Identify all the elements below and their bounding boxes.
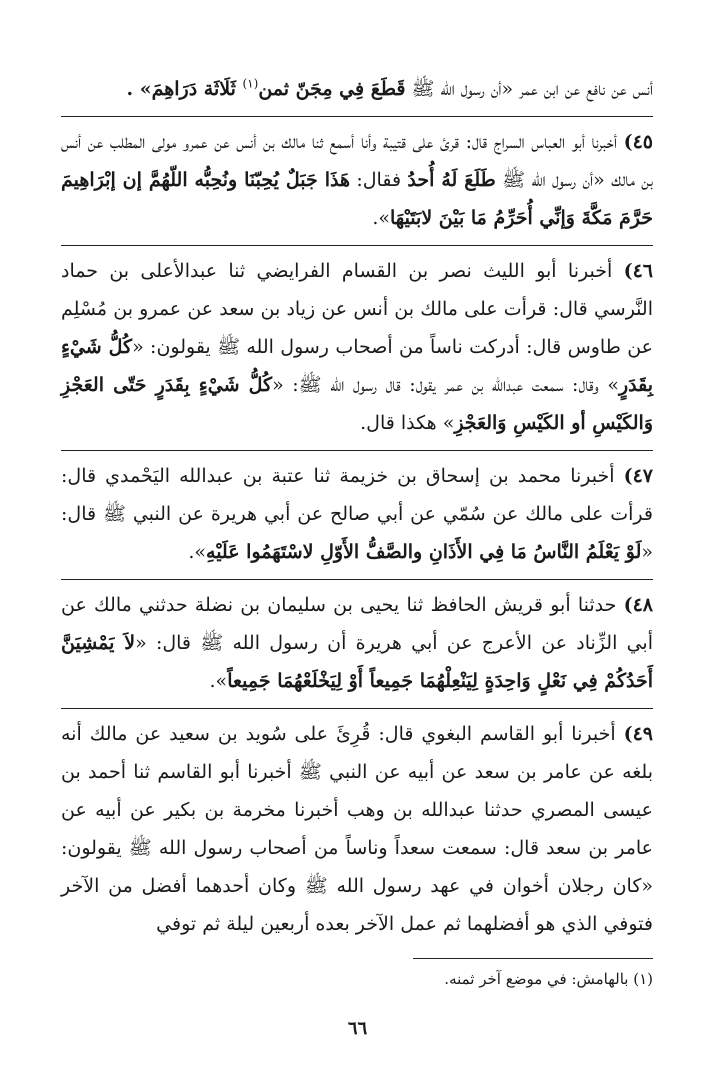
hadith-number: ٤٧) (623, 465, 653, 487)
hadith-text: كُلُّ شَيْءٍ بِقَدَرٍ (61, 336, 654, 396)
narration-text: ». (209, 670, 228, 692)
hadith-paragraph (61, 709, 653, 951)
hadith-text: قَطَعَ فِي مِجَنّ ثمن (258, 78, 406, 100)
hadith-text: طَلَعَ لَهُ أُحدُ (407, 169, 496, 191)
hadith-text: ثَلَاثَة دَرَاهِمَ» . (126, 78, 243, 100)
footnote-marker: (١) (242, 76, 259, 91)
narration-text: ». (188, 541, 207, 563)
hadith-paragraph (61, 70, 653, 117)
narration-text: أخبرنا محمد بن إسحاق بن خزيمة ثنا عتبة بن عبدالله اليَحْمدي قال: قرأت على مالك عن سُمّي عن أبي صالح عن أبي هريرة عن النبي ﷺ قال: « (61, 465, 653, 563)
footnote-divider (413, 958, 653, 959)
hadith-text: لَوْ يَعْلَمُ النَّاسُ مَا فِي الأَذَانِ والصَّفُّ الأَوّلِ لاسْتَهَمُوا عَلَيْهِ (206, 541, 642, 563)
narration-text: أخبرنا أبو الليث نصر بن القسام الفرايضي ثنا عبدالأعلى بن حماد النَّرسي قال: قرأت على مالك بن أنس عن زياد بن سعد عن عمرو بن مُسْلِم عن طاوس قال: أدركت ناساً من أصحاب رسول الله ﷺ يقولون: « (61, 260, 653, 358)
hadith-paragraph (61, 580, 653, 709)
narration-text: حدثنا أبو قريش الحافظ ثنا يحيى بن سليمان بن نضلة حدثني مالك عن أبي الزِّناد عن الأعرج عن أبي هريرة أن رسول الله ﷺ قال: « (61, 594, 654, 654)
hadith-number: ٤٩) (623, 723, 653, 745)
hadith-number: ٤٦) (623, 260, 653, 282)
narration-text: » هكذا قال. (360, 412, 455, 434)
hadith-text: كُلُّ شَيْءٍ بِقَدَرٍ حَتّى العَجْزِ وَالكَيْسِ أو الكَيْسِ وَالعَجْزِ (61, 374, 653, 434)
narration-text: أنس عن نافع عن ابن عمر «أن رسول الله ﷺ (405, 78, 653, 100)
narration-text: أخبرنا أبو القاسم البغوي قال: قُرِئَ على سُويد بن سعيد عن مالك أنه بلغه عن عامر بن سعد عن أبيه عن النبي ﷺ أخبرنا أبو القاسم ثنا أحمد بن عيسى المصري حدثنا عبدالله بن وهب أخبرنا مخرمة بن بكير عن أبيه عن عامر بن سعد قال: سمعت سعداً وناساً من أصحاب رسول الله ﷺ يقولون: «كان رجلان أخوان في عهد رسول الله ﷺ وكان أحدهما أفضل من الآخر فتوفي الذي هو أفضلهما ثم عمل الآخر بعده أربعين ليلة ثم توفي (61, 723, 653, 935)
hadith-paragraph (61, 117, 653, 246)
narration-text: أخبرنا أبو العباس السراج قال: قرئ على قتيبة وأنا أسمع ثنا مالك بن أنس عن عمرو مولى المطلب عن أنس بن مالك «أن رسول الله ﷺ (61, 131, 653, 191)
narration-text: » وقال: سمعت عبدالله بن عمر يقول: قال رسول الله ﷺ: « (272, 374, 619, 396)
footnote: (١) بالهامش: في موضع آخر ثمنه. (444, 970, 653, 988)
hadith-text: لاَ يَمْشِيَنَّ أَحَدُكُمْ فِي نَعْلٍ وَاحِدَةٍ لِيَنْعِلْهُمَا جَمِيعاً أَوْ لِيَخْلَعْهُمَا جَمِيعاً (61, 632, 653, 692)
hadith-number: ٤٥) (623, 131, 653, 153)
hadith-number: ٤٨) (623, 594, 653, 616)
hadith-paragraph (61, 246, 653, 451)
page-body (61, 70, 653, 951)
narration-text: ». (372, 207, 391, 229)
hadith-text: هَذَا جَبَلٌ يُحِبّنَا ونُحِبُّه اللّهُمَّ إن إبْرَاهِيمَ حَرَّمَ مَكَّةَ وَإنِّي أُحَرِّمُ مَا بَيْنَ لابَتَيْهَا (61, 169, 653, 229)
hadith-paragraph (61, 451, 653, 580)
narration-text: فقال: (349, 169, 408, 191)
page-number: ٦٦ (347, 1018, 368, 1039)
